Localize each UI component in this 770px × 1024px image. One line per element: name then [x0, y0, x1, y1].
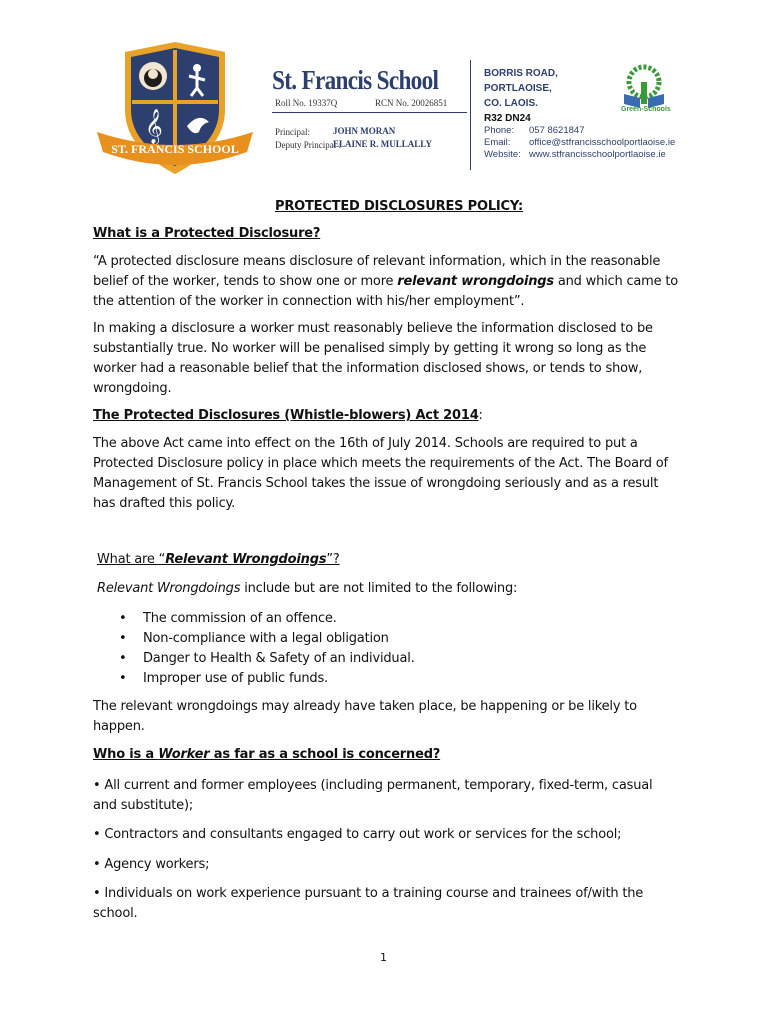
list-item: • Improper use of public funds.: [95, 669, 655, 689]
eircode: R32 DN24: [484, 113, 531, 124]
address-line: BORRIS ROAD,: [484, 68, 558, 79]
act-colon: :: [478, 408, 483, 423]
worker-item: • Agency workers;: [93, 857, 210, 872]
address-line: PORTLAOISE,: [484, 83, 552, 94]
paragraph-relevant-intro: [97, 579, 517, 599]
worker-item: • Contractors and consultants engaged to carry out work or services for the school;: [93, 827, 622, 842]
definition-text-end: and which came to the attention of the worker in connection with his/her employment”.: [93, 274, 679, 309]
heading-relevant-wrongdoings: [97, 550, 340, 570]
worker-item: • All current and former employees (including permanent, temporary, fixed-term, casual and substitute);: [93, 778, 653, 813]
worker-heading-emphasis: Worker: [158, 747, 210, 762]
header-rule: [272, 112, 467, 113]
definition-emphasis: relevant wrongdoings: [397, 274, 554, 289]
email-label: Email:: [484, 137, 511, 148]
wrongdoings-list: [95, 609, 655, 689]
page-number: 1: [380, 951, 387, 964]
principal-name: JOHN MORAN: [333, 126, 396, 136]
green-schools-label: Green-Schools: [621, 106, 671, 113]
relevant-intro-emphasis: Relevant Wrongdoings: [97, 581, 241, 596]
address-line: CO. LAOIS.: [484, 98, 538, 109]
list-item: • The commission of an offence.: [95, 609, 655, 629]
relevant-heading-end: ”?: [326, 552, 340, 567]
address-block: [484, 66, 558, 126]
deputy-label: Deputy Principal :: [275, 140, 341, 150]
crest-banner-text: ST. FRANCIS SCHOOL: [111, 142, 239, 156]
phone-label: Phone:: [484, 125, 515, 136]
worker-heading-start: Who is a: [93, 747, 159, 762]
school-name: St. Francis School: [272, 65, 439, 95]
heading-what-is-protected-disclosure: What is a Protected Disclosure?: [93, 226, 321, 241]
roll-number: Roll No. 19337Q: [275, 98, 338, 108]
list-item: • Non-compliance with a legal obligation: [95, 629, 655, 649]
paragraph-definition: [93, 252, 683, 312]
website-url[interactable]: www.stfrancisschoolportlaoise.ie: [529, 149, 666, 160]
relevant-intro-text: include but are not limited to the following:: [240, 581, 518, 596]
paragraph-act: The above Act came into effect on the 16th of July 2014. Schools are required to put a Protected Disclosure policy in place which meets the requirements of the Act. The Board of Management of St. Francis School takes the issue of wrongdoing seriously and as a result has drafted this policy.: [93, 436, 668, 511]
contact-block: [484, 125, 675, 161]
list-item: • Danger to Health & Safety of an individual.: [95, 649, 655, 669]
email-address[interactable]: office@stfrancisschoolportlaoise.ie: [529, 137, 676, 148]
paragraph-reasonable-belief: In making a disclosure a worker must reasonably believe the information disclosed to be substantially true. No worker will be penalised simply by getting it wrong so long as the worker had a reasonable belief that the information disclosed shows, or tends to show, wrongdoing.: [93, 321, 653, 396]
act-title: The Protected Disclosures (Whistle-blowers) Act 2014: [93, 408, 479, 423]
heading-act: [93, 406, 483, 426]
principal-label: Principal:: [275, 127, 310, 137]
svg-text:𝄞: 𝄞: [145, 109, 163, 144]
heading-who-is-worker: [93, 745, 440, 765]
phone-number: 057 8621847: [529, 125, 585, 136]
worker-item: • Individuals on work experience pursuant to a training course and trainees of/with the school.: [93, 886, 644, 921]
header-divider: [470, 60, 471, 170]
definition-text: “A protected disclosure means disclosure of relevant information, which in the reasonable belief of the worker, tends to show one or more: [93, 254, 661, 289]
relevant-heading-start: What are “: [97, 552, 166, 567]
worker-heading-end: as far as a school is concerned?: [209, 747, 441, 762]
school-crest-logo: [95, 40, 255, 180]
paragraph-timing: The relevant wrongdoings may already have taken place, be happening or be likely to happen.: [93, 699, 637, 734]
website-label: Website:: [484, 149, 521, 160]
relevant-heading-emphasis: Relevant Wrongdoings: [165, 552, 327, 567]
document-title: PROTECTED DISCLOSURES POLICY:: [275, 199, 523, 214]
rcn-number: RCN No. 20026851: [375, 98, 448, 108]
deputy-name: ELAINE R. MULLALLY: [333, 139, 432, 149]
